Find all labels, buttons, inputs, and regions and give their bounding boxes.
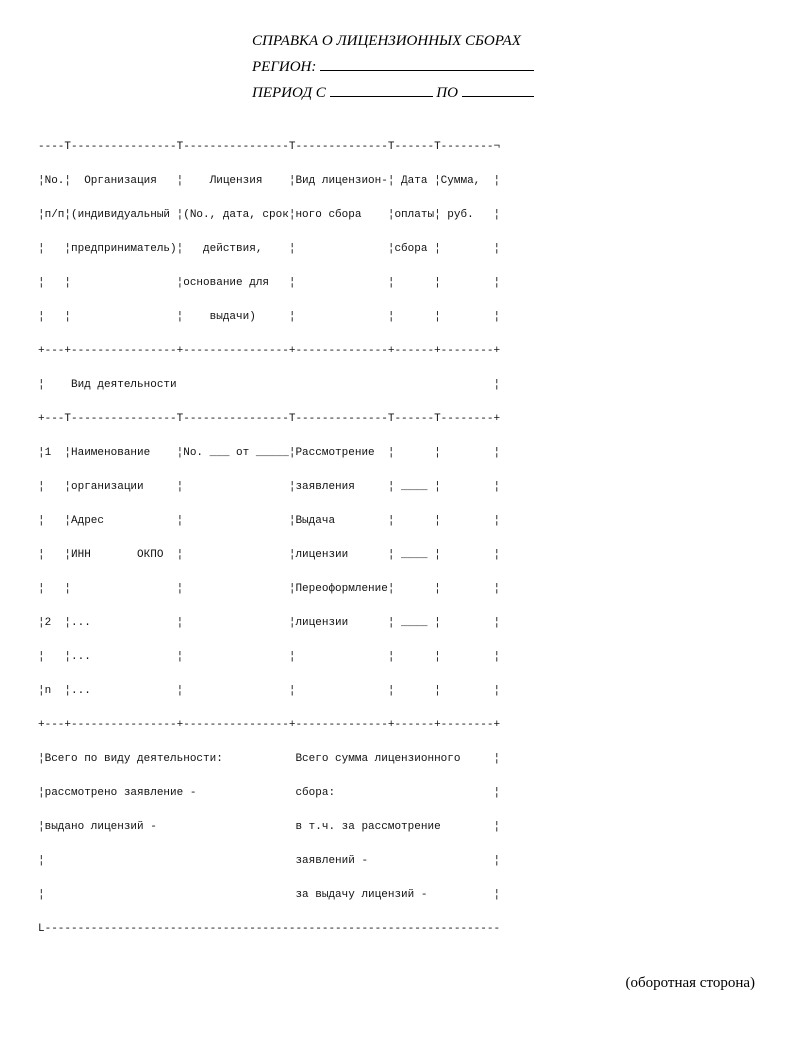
table-line: ¦ ¦предприниматель)¦ действия, ¦ ¦сбора ¦ ¦ — [38, 243, 501, 255]
table-line: +---T----------------T----------------T--------------T------T--------+ — [38, 413, 501, 425]
table-line: ----T----------------T----------------T--------------T------T--------¬ — [38, 141, 501, 153]
license-fee-table — [38, 130, 500, 946]
table-line: ¦рассмотрено заявление - сбора: ¦ — [38, 787, 501, 799]
table-line: ¦ ¦... ¦ ¦ ¦ ¦ ¦ — [38, 651, 501, 663]
table-line: ¦1 ¦Наименование ¦No. ___ от _____¦Рассмотрение ¦ ¦ ¦ — [38, 447, 501, 459]
table-line: ¦n ¦... ¦ ¦ ¦ ¦ ¦ — [38, 685, 501, 697]
table-line: ¦No.¦ Организация ¦ Лицензия ¦Вид лицензион-¦ Дата ¦Сумма, ¦ — [38, 175, 501, 187]
table-line: ¦2 ¦... ¦ ¦лицензии ¦ ____ ¦ ¦ — [38, 617, 501, 629]
table-line: ¦п/п¦(индивидуальный ¦(No., дата, срок¦ного сбора ¦оплаты¦ руб. ¦ — [38, 209, 501, 221]
table-line: ¦выдано лицензий - в т.ч. за рассмотрение ¦ — [38, 821, 501, 833]
period-line — [252, 80, 534, 106]
table-line: ¦ ¦ ¦основание для ¦ ¦ ¦ ¦ — [38, 277, 501, 289]
table-line: ¦ ¦организации ¦ ¦заявления ¦ ____ ¦ ¦ — [38, 481, 501, 493]
table-line: ¦ ¦ИНН ОКПО ¦ ¦лицензии ¦ ____ ¦ ¦ — [38, 549, 501, 561]
region-line — [252, 54, 534, 80]
header-block — [252, 28, 534, 106]
table-line: ¦ Вид деятельности ¦ — [38, 379, 501, 391]
table-line: ¦ ¦Адрес ¦ ¦Выдача ¦ ¦ ¦ — [38, 515, 501, 527]
period-to-blank — [462, 82, 534, 97]
region-blank — [320, 56, 534, 71]
region-label: РЕГИОН: — [252, 59, 317, 75]
reverse-side-note: (оборотная сторона) — [625, 975, 755, 991]
period-from-blank — [330, 82, 433, 97]
table-line: ¦ заявлений - ¦ — [38, 855, 501, 867]
table-line: ¦Всего по виду деятельности: Всего сумма лицензионного ¦ — [38, 753, 501, 765]
table-line: +---+----------------+----------------+--------------+------+--------+ — [38, 345, 501, 357]
table-line: +---+----------------+----------------+--------------+------+--------+ — [38, 719, 501, 731]
table-line: ¦ за выдачу лицензий - ¦ — [38, 889, 501, 901]
table-line: ¦ ¦ ¦ выдачи) ¦ ¦ ¦ ¦ — [38, 311, 501, 323]
table-line: L--------------------------------------------------------------------- — [38, 923, 501, 935]
document-title: СПРАВКА О ЛИЦЕНЗИОННЫХ СБОРАХ — [252, 33, 521, 49]
period-to-label: ПО — [436, 85, 458, 101]
table-line: ¦ ¦ ¦ ¦Переоформление¦ ¦ ¦ — [38, 583, 501, 595]
period-from-label: ПЕРИОД С — [252, 85, 326, 101]
